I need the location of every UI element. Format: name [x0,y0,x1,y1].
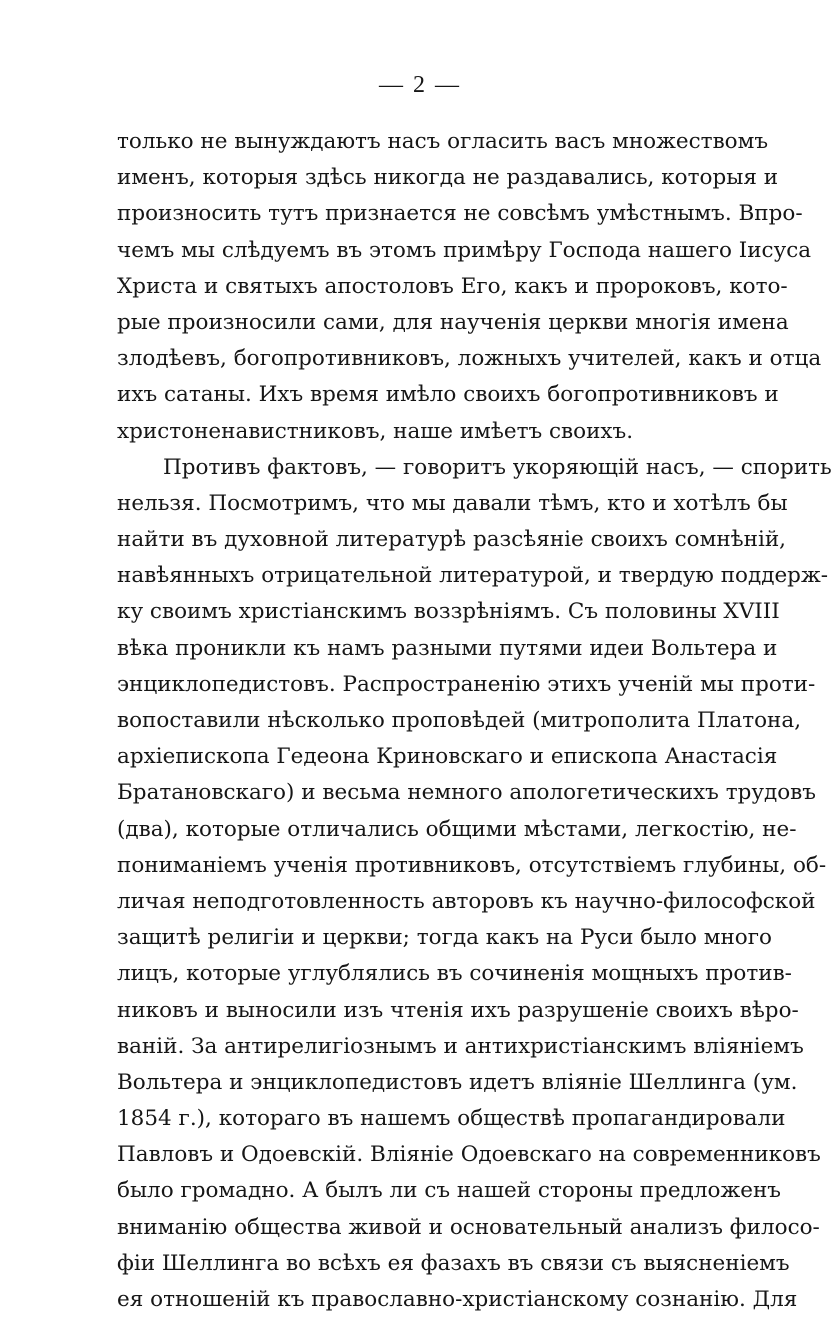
text-line: 1854 г.), котораго въ нашемъ обществѣ пропагандировали [117,1106,786,1132]
text-line: защитѣ религіи и церкви; тогда какъ на Руси было много [117,925,772,951]
text-line: нельзя. Посмотримъ, что мы давали тѣмъ, кто и хотѣлъ бы [117,490,788,516]
text-line: навѣянныхъ отрицательной литературой, и твердую поддерж- [117,563,828,589]
text-line: архіепископа Гедеона Криновскаго и епископа Анастасія [117,744,778,770]
text-line: злодѣевъ, богопротивниковъ, ложныхъ учителей, какъ и отца [117,346,822,372]
text-line: только не вынуждаютъ насъ огласить васъ множествомъ [117,129,769,154]
text-line: было громадно. А былъ ли съ нашей стороны предложенъ [117,1178,781,1204]
text-line: вниманію общества живой и основательный анализъ филосо- [117,1214,820,1240]
text-line: рые произносили сами, для наученія церкви многія имена [117,309,789,335]
paragraph-start-line: Противъ фактовъ, — говоритъ укоряющій насъ, — спорить [163,454,832,480]
text-line: вѣка проникли къ намъ разными путями идеи Вольтера и [117,635,778,661]
text-line: именъ, которыя здѣсь никогда не раздавались, которыя и [117,165,779,191]
text-line: найти въ духовной литературѣ разсѣяніе своихъ сомнѣній, [117,527,787,553]
text-line: фіи Шеллинга во всѣхъ ея фазахъ въ связи съ выясненіемъ [117,1250,790,1276]
text-line: личая неподготовленность авторовъ къ научно-философской [117,888,816,914]
text-line: энциклопедистовъ. Распространенію этихъ ученій мы проти- [117,671,816,697]
text-line: лицъ, которые углублялись въ сочиненія мощныхъ против- [117,961,792,987]
text-line: ихъ сатаны. Ихъ время имѣло своихъ богопротивниковъ и [117,382,779,408]
text-line: произносить тутъ признается не совсѣмъ умѣстнымъ. Впро- [117,201,803,227]
text-line: Братановскаго) и весьма немного апологетическихъ трудовъ [117,780,816,806]
text-line: ваній. За антирелигіознымъ и антихристіанскимъ вліяніемъ [117,1033,804,1059]
body-text [117,124,832,1318]
text-line: (два), которые отличались общими мѣстами, легкостію, не- [117,816,797,842]
text-line: никовъ и выносили изъ чтенія ихъ разрушеніе своихъ вѣро- [117,997,799,1023]
text-line: ку своимъ христіанскимъ воззрѣніямъ. Съ половины XVIII [117,599,780,625]
text-line: Христа и святыхъ апостоловъ Его, какъ и пророковъ, кото- [117,273,788,299]
text-line: пониманіемъ ученія противниковъ, отсутствіемъ глубины, об- [117,852,827,878]
page-number: — 2 — [379,72,461,98]
text-line: Вольтера и энциклопедистовъ идетъ вліяніе Шеллинга (ум. [117,1069,798,1095]
text-line: ея отношеній къ православно-христіанскому сознанію. Для [117,1287,798,1312]
paragraph-end-line: христоненавистниковъ, наше имѣетъ своихъ. [117,418,634,444]
text-line: вопоставили нѣсколько проповѣдей (митрополита Платона, [117,708,802,733]
text-line: Павловъ и Одоевскій. Вліяніе Одоевскаго на современниковъ [117,1142,821,1168]
text-line: чемъ мы слѣдуемъ въ этомъ примѣру Господа нашего Іисуса [117,237,812,263]
